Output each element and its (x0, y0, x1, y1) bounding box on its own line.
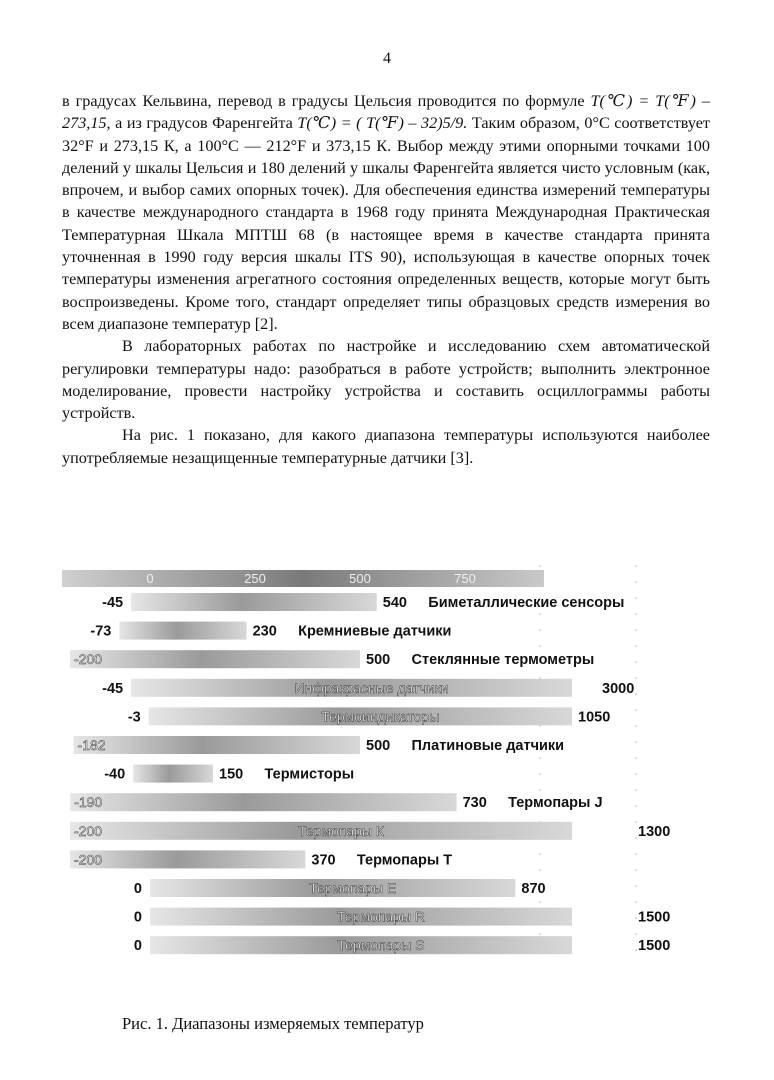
body-text (62, 90, 710, 469)
axis-tick-label: 500 (349, 571, 371, 586)
range-max-label: 230 (252, 623, 277, 640)
range-min-label: 0 (133, 881, 142, 897)
range-max-label: 150 (219, 766, 244, 783)
range-max-label: 1050 (578, 709, 611, 726)
paragraph-1-line1: в градусах Кельвина, перевод в градусы Цельсия проводится по формуле (62, 92, 585, 110)
sensor-name-label: Термопары S (337, 937, 425, 954)
range-max-label: 870 (521, 881, 546, 897)
axis-tick-label: 0 (146, 571, 154, 586)
range-bar (70, 650, 360, 668)
range-bar (70, 793, 456, 811)
sensor-name-label: Термопары Е (309, 880, 397, 896)
sensor-name-label: Термоиндикаторы (321, 708, 440, 725)
range-max-label: 1500 (638, 909, 671, 926)
paragraph-2: В лабораторных работах по настройке и исследованию схем автоматической регулировки температуры надо: разобраться в работе устройств; выполнить электронное моделирование, провести настройку устройства и составить осциллограммы работы устройств. (62, 337, 710, 423)
paragraph-1-rest: Таким образом, 0°С соответствует 32°F и 273,15 К, а 100°С — 212°F и 373,15 К. Выбор между этими опорными точками 100 делений у шкалы Цельсия и 180 делений у шкалы Фаренгейта является чисто условным (как, впрочем, и выбор самих опорных точек). Для обеспечения единства измерений температуры в качестве международного стандарта в 1968 году принята Международная Практическая Температурная Шкала МПТШ 68 (в настоящее время в качестве стандарта принята уточненная в 1990 году версия шкалы ITS 90), использующая в качестве опорных точек температуры изменения агрегатного состояния определенных веществ, которые могут быть воспроизведены. Кроме того, стандарт определяет типы образцовых средств измерения во всем диапазоне температур [2]. (62, 114, 711, 333)
range-bar (131, 593, 377, 611)
range-min-label: 0 (133, 909, 142, 926)
range-min-label: -3 (127, 709, 141, 726)
sensor-name-label: Термопары J (508, 795, 603, 812)
sensor-name-label: Термисторы (264, 766, 355, 783)
range-max-label: 500 (366, 738, 391, 754)
sensor-name-label: Кремниевые датчики (298, 623, 452, 640)
range-min-label: -45 (102, 680, 124, 697)
range-max-label: 370 (311, 852, 336, 869)
sensor-name-label: Термопары R (337, 908, 425, 925)
sensor-name-label: Инфракрасные датчики (294, 679, 449, 696)
sensor-name-label: Платиновые датчики (411, 738, 565, 754)
axis-tick-label: 750 (454, 571, 476, 586)
range-bar (70, 850, 305, 868)
axis-tick-label: 250 (244, 571, 266, 586)
temperature-range-chart (0, 560, 774, 980)
paragraph-1-mid: а из градусов Фаренгейта (110, 114, 298, 133)
range-max-label: 1500 (638, 938, 671, 955)
sensor-name-label: Термопары Т (356, 852, 453, 869)
range-max-label: 500 (366, 652, 391, 669)
range-bar (74, 736, 360, 754)
range-max-label: 1300 (638, 823, 671, 840)
paragraph-1 (62, 90, 710, 335)
page-number: 4 (383, 50, 391, 67)
formula-kelvin: T(℃) = T(℉) – 273,15, (62, 92, 710, 133)
range-bar (119, 622, 246, 640)
range-min-label: -190 (74, 794, 103, 811)
range-min-label: -182 (77, 737, 106, 753)
sensor-name-label: Биметаллические сенсоры (428, 595, 625, 611)
figure-caption: Рис. 1. Диапазоны измеряемых температур (122, 1014, 424, 1033)
range-min-label: -200 (74, 822, 103, 839)
sensor-name-label: Стеклянные термометры (411, 652, 595, 669)
range-min-label: -45 (102, 595, 124, 611)
range-min-label: -40 (104, 766, 126, 783)
range-min-label: -73 (90, 623, 112, 640)
paragraph-3: На рис. 1 показано, для какого диапазона температуры используются наиболее употребляемые незащищенные температурные датчики [3]. (62, 426, 710, 467)
formula-fahrenheit: T(℃) = ( T(℉) – 32)5/9. (297, 114, 468, 133)
range-min-label: 0 (133, 938, 142, 955)
range-max-label: 3000 (602, 680, 635, 697)
range-min-label: -200 (74, 651, 103, 668)
range-max-label: 540 (382, 595, 408, 611)
range-bar (133, 765, 213, 783)
range-max-label: 730 (462, 795, 487, 812)
sensor-name-label: Термопары К (297, 822, 385, 839)
range-min-label: -200 (74, 851, 103, 868)
